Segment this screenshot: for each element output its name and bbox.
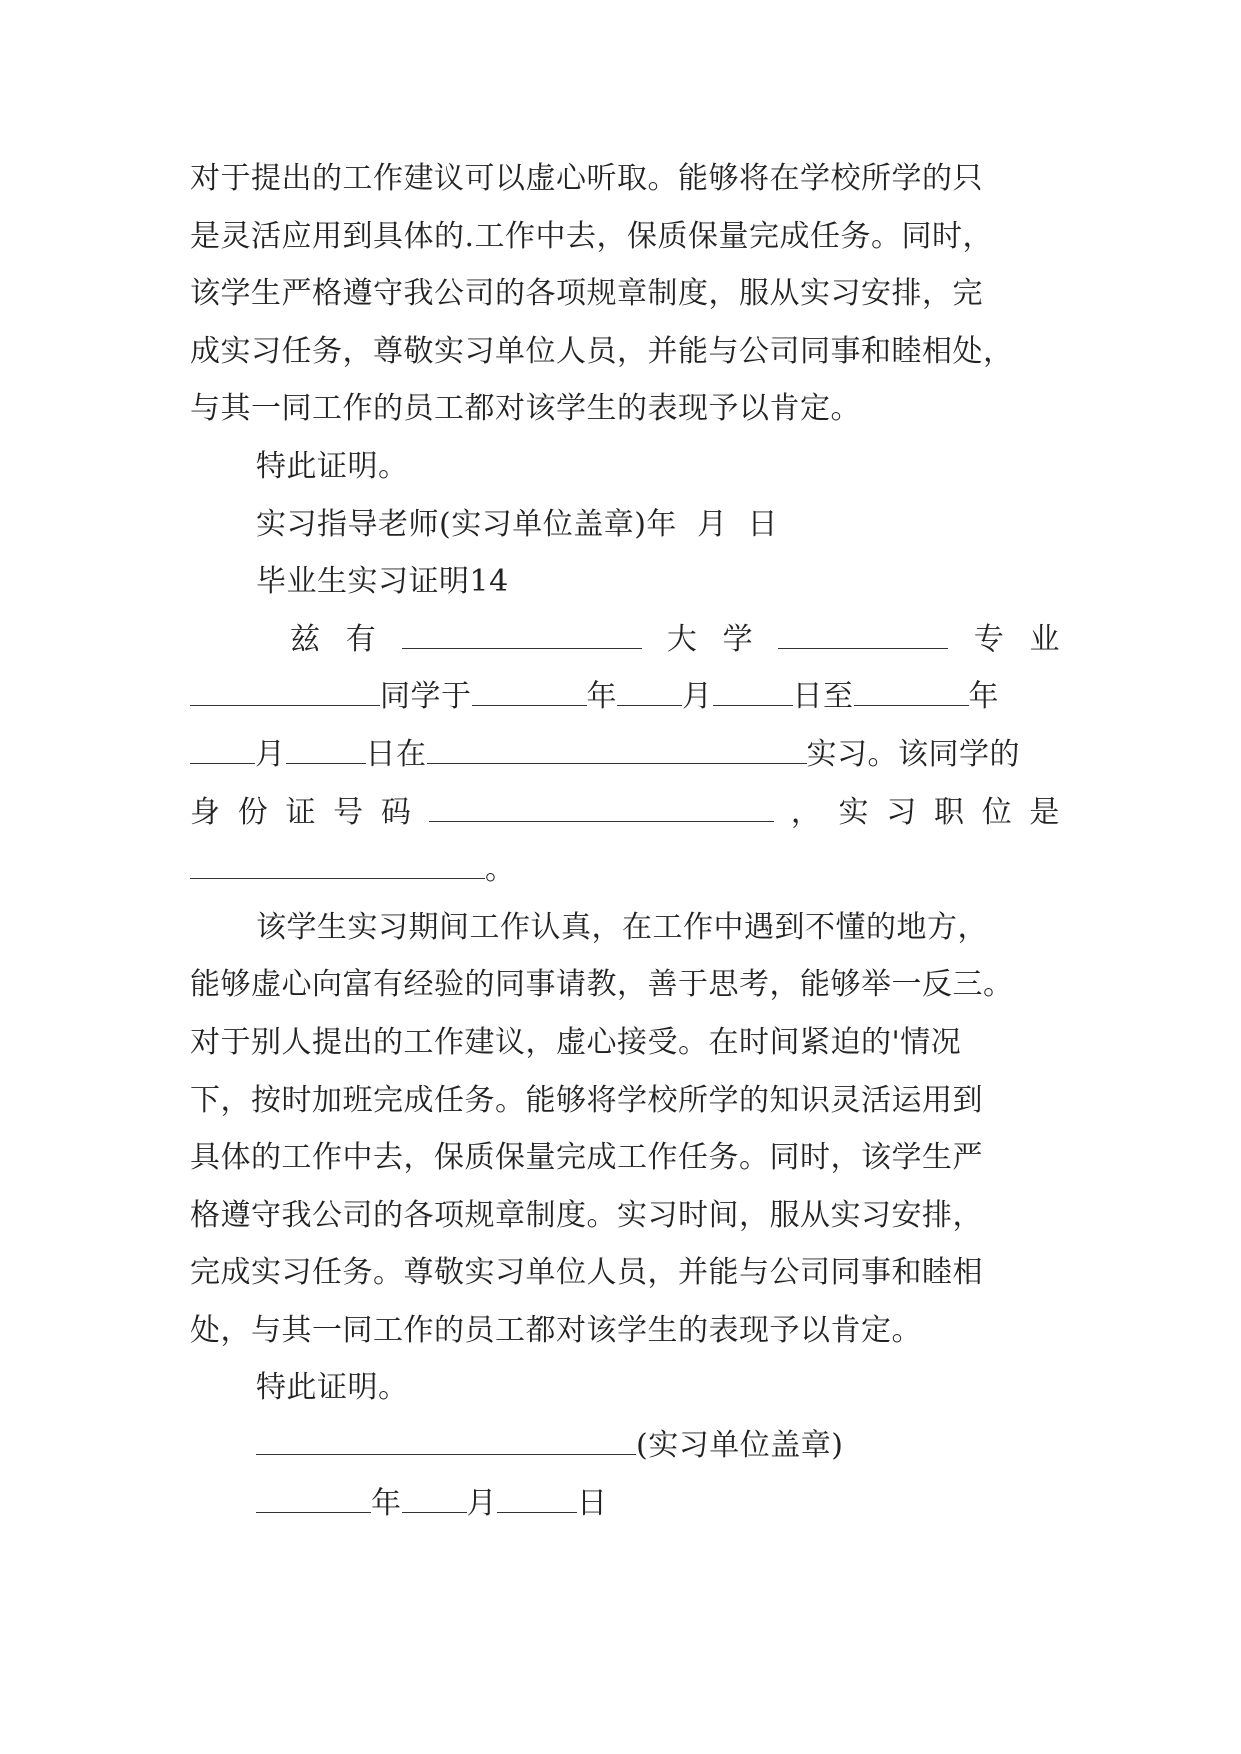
- form-text: 年: [371, 1485, 402, 1521]
- form-text: 日至: [792, 679, 854, 715]
- paragraph-line: 该学生严格遵守我公司的各项规章制度，服从实习安排，完: [190, 276, 983, 312]
- paragraph-line: 完成实习任务。尊敬实习单位人员，并能与公司同事和睦相: [190, 1255, 983, 1291]
- form-text: 是: [1029, 794, 1060, 830]
- end-month-blank[interactable]: [190, 733, 255, 764]
- university-blank[interactable]: [402, 618, 642, 649]
- form-text: 习: [886, 794, 917, 830]
- form-line-1: [190, 611, 1060, 669]
- form-text: 年: [968, 679, 999, 715]
- signature-line: 实习指导老师(实习单位盖章)年 月 日: [256, 506, 779, 542]
- major-blank[interactable]: [778, 618, 948, 649]
- paragraph-line: 该学生实习期间工作认真，在工作中遇到不懂的地方，: [256, 909, 988, 945]
- form-text: 月: [255, 736, 286, 772]
- form-text: 位: [981, 794, 1013, 830]
- paragraph-line: 成实习任务，尊敬实习单位人员，并能与公司同事和睦相处，: [190, 333, 1014, 369]
- form-text: 同学于: [380, 679, 472, 715]
- form-text: 专: [973, 621, 1005, 657]
- form-text: 实习。该同学的: [806, 736, 1020, 772]
- sign-year-blank[interactable]: [256, 1482, 371, 1513]
- paragraph-line: 格遵守我公司的各项规章制度。实习时间，服从实习安排，: [190, 1197, 983, 1233]
- stamp-text: (实习单位盖章): [636, 1428, 844, 1464]
- document-body: [190, 150, 1060, 1532]
- paragraph-line: 对于别人提出的工作建议，虚心接受。在时间紧迫的'情况: [190, 1024, 962, 1060]
- certify-text: 特此证明。: [256, 448, 409, 484]
- form-text: 身: [190, 794, 221, 830]
- form-text: 年: [586, 679, 617, 715]
- form-text: 码: [380, 794, 412, 830]
- stamp-line: [190, 1417, 1060, 1475]
- paragraph-line: 具体的工作中去，保质保量完成工作任务。同时，该学生严: [190, 1140, 983, 1176]
- paragraph-line: 对于提出的工作建议可以虚心听取。能够将在学校所学的只: [190, 161, 983, 196]
- sign-day-blank[interactable]: [497, 1482, 577, 1513]
- form-text: 号: [333, 794, 364, 830]
- form-text: 月: [682, 679, 713, 715]
- sign-month-blank[interactable]: [402, 1482, 467, 1513]
- form-line-2: [190, 668, 1060, 726]
- end-day-blank[interactable]: [286, 733, 366, 764]
- paragraph-line: 下，按时加班完成任务。能够将学校所学的知识灵活运用到: [190, 1082, 983, 1118]
- paragraph-line: 与其一同工作的员工都对该学生的表现予以肯定。: [190, 391, 861, 427]
- form-text: 职: [933, 794, 965, 830]
- section-title: 毕业生实习证明14: [256, 564, 509, 600]
- form-text: 大: [666, 621, 698, 657]
- position-blank[interactable]: [190, 848, 485, 879]
- form-text: 兹: [290, 621, 321, 657]
- student-name-blank[interactable]: [190, 675, 380, 706]
- form-line-4: [190, 784, 1060, 842]
- form-text: 份: [237, 794, 269, 830]
- date-line: [190, 1475, 1060, 1533]
- form-text: 业: [1029, 621, 1060, 657]
- form-text: 实: [838, 794, 870, 830]
- form-text: 学: [722, 621, 754, 657]
- stamp-blank[interactable]: [256, 1424, 636, 1455]
- start-month-blank[interactable]: [617, 675, 682, 706]
- paragraph-line: 处，与其一同工作的员工都对该学生的表现予以肯定。: [190, 1312, 922, 1348]
- start-day-blank[interactable]: [713, 675, 793, 706]
- start-year-blank[interactable]: [472, 675, 587, 706]
- end-year-blank[interactable]: [854, 675, 969, 706]
- form-text: 证: [285, 794, 316, 830]
- certify-text: 特此证明。: [256, 1370, 409, 1406]
- id-number-blank[interactable]: [429, 791, 774, 822]
- form-line-5: [190, 841, 1060, 899]
- form-text: 月: [466, 1485, 497, 1521]
- form-text: 。: [485, 852, 516, 888]
- form-text: ，: [790, 794, 822, 830]
- form-text: 有: [345, 621, 377, 657]
- company-blank[interactable]: [427, 733, 807, 764]
- paragraph-line: 能够虚心向富有经验的同事请教，善于思考，能够举一反三。: [190, 967, 1014, 1003]
- form-text: 日在: [365, 736, 427, 772]
- paragraph-line: 是灵活应用到具体的.工作中去，保质保量完成任务。同时，: [190, 218, 994, 254]
- form-line-3: [190, 726, 1060, 784]
- form-text: 日: [577, 1485, 608, 1521]
